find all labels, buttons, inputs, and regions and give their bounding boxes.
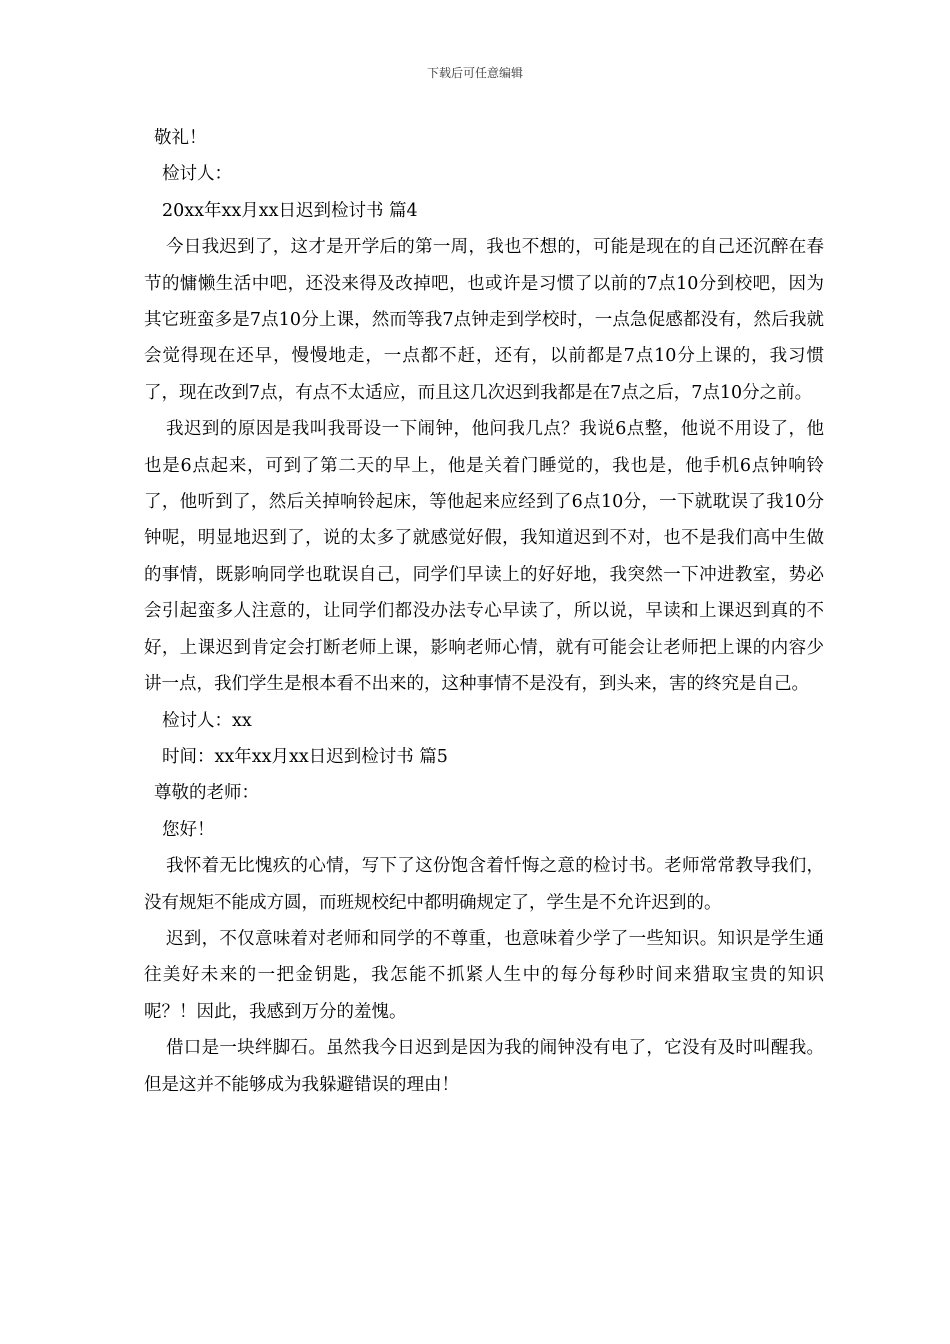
paragraph: 我怀着无比愧疚的心情，写下了这份饱含着忏悔之意的检讨书。老师常常教导我们，没有规矩不能成方圆，而班规校纪中都明确规定了，学生是不允许迟到的。	[144, 856, 824, 913]
document-body	[144, 120, 824, 1103]
salutation: 敬礼！	[154, 128, 207, 148]
paragraph: 借口是一块绊脚石。虽然我今日迟到是因为我的闹钟没有电了，它没有及时叫醒我。但是这并不能够成为我躲避错误的理由！	[144, 1038, 824, 1095]
section-title-4: 20xx年xx月xx日迟到检讨书 篇4	[162, 200, 418, 221]
signer-line: 检讨人：xx	[162, 710, 252, 731]
paragraph: 迟到，不仅意味着对老师和同学的不尊重，也意味着少学了一些知识。知识是学生通往美好未来的一把金钥匙，我怎能不抓紧人生中的每分每秒时间来猎取宝贵的知识呢？！因此，我感到万分的羞愧。	[144, 928, 824, 1022]
section-title-5: 时间：xx年xx月xx日迟到检讨书 篇5	[162, 746, 448, 767]
signer-line: 检讨人：	[162, 164, 232, 185]
greeting: 尊敬的老师：	[154, 783, 259, 804]
hello-line: 您好！	[162, 819, 215, 840]
paragraph: 今日我迟到了，这才是开学后的第一周，我也不想的，可能是现在的自己还沉醉在春节的慵懒生活中吧，还没来得及改掉吧，也或许是习惯了以前的7点10分到校吧，因为其它班蛮多是7点10分上课，然而等我7点钟走到学校时，一点急促感都没有，然后我就会觉得现在还早，慢慢地走，一点都不赶，还有，以前都是7点10分上课的，我习惯了，现在改到7点，有点不太适应，而且这几次迟到我都是在7点之后，7点10分之前。	[144, 237, 824, 403]
page-header: 下载后可任意编辑	[426, 66, 523, 80]
paragraph: 我迟到的原因是我叫我哥设一下闹钟，他问我几点？我说6点整，他说不用设了，他也是6点起来，可到了第二天的早上，他是关着门睡觉的，我也是，他手机6点钟响铃了，他听到了，然后关掉响铃起床，等他起来应经到了6点10分，一下就耽误了我10分钟呢，明显地迟到了，说的太多了就感觉好假，我知道迟到不对，也不是我们高中生做的事情，既影响同学也耽误自己，同学们早读上的好好地，我突然一下冲进教室，势必会引起蛮多人注意的，让同学们都没办法专心早读了，所以说，早读和上课迟到真的不好，上课迟到肯定会打断老师上课，影响老师心情，就有可能会让老师把上课的内容少讲一点，我们学生是根本看不出来的，这种事情不是没有，到头来，害的终究是自己。	[144, 419, 824, 695]
